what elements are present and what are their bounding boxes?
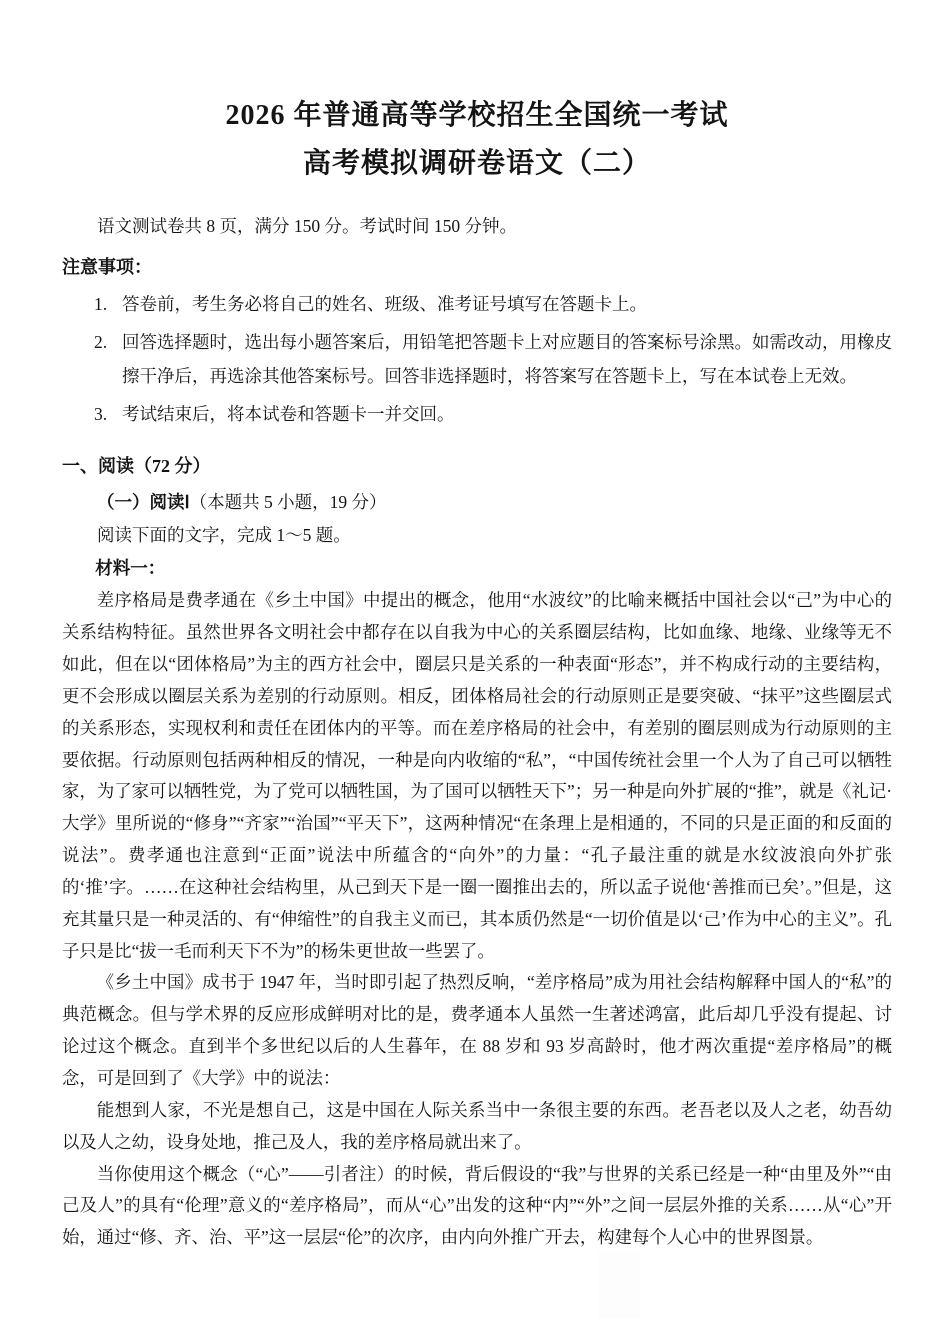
material-paragraph-4-quote: 当你使用这个概念（“心”——引者注）的时候，背后假设的“我”与世界的关系已经是一种“由里及外”“由己及人”的具有“伦理”意义的“差序格局”，而从“心”出发的这种“内”“外”之间一层层外推的关系……从“心”开始，通过“修、齐、治、平”这一层层“伦”的次序，由内向外推广开去，构建每个人心中的世界图景。 [62,1163,892,1248]
notice-list [62,287,892,432]
material-one-body [62,585,892,1254]
notice-item-3-text: 考试结束后，将本试卷和答题卡一并交回。 [122,404,455,425]
material-paragraph-2: 《乡土中国》成书于 1947 年，当时即引起了热烈反响，“差序格局”成为用社会结构解释中国人的“私”的典范概念。但与学术界的反应形成鲜明对比的是，费孝通本人虽然一生著述鸿富，此后却几乎没有提起、讨论过这个概念。直到半个多世纪以后的人生暮年，在 88 岁和 93 岁高龄时，他才两次重提“差序格局”的概念，可是回到了《大学》中的说法： [62,972,892,1088]
material-paragraph-1: 差序格局是费孝通在《乡土中国》中提出的概念，他用“水波纹”的比喻来概括中国社会以“己”为中心的关系结构特征。虽然世界各文明社会中都存在以自我为中心的关系圈层结构，比如血缘、地缘、业缘等无不如此，但在以“团体格局”为主的西方社会中，圈层只是关系的一种表面“形态”，并不构成行动的主要结构，更不会形成以圈层关系为差别的行动原则。相反，团体格局社会的行动原则正是要突破、“抹平”这些圈层式的关系形态，实现权利和责任在团体内的平等。而在差序格局的社会中，有差别的圈层则成为行动原则的主要依据。行动原则包括两种相反的情况，一种是向内收缩的“私”，“中国传统社会里一个人为了自己可以牺牲家，为了家可以牺牲党，为了党可以牺牲国，为了国可以牺牲天下”；另一种是向外扩展的“推”，就是《礼记·大学》里所说的“修身”“齐家”“治国”“平天下”，这两种情况“在条理上是相通的，不同的只是正面的和反面的说法”。费孝通也注意到“正面”说法中所蕴含的“向外”的力量：“孔子最注重的就是水纹波浪向外扩张的‘推’字。……在这种社会结构里，从己到天下是一圈一圈推出去的，所以孟子说他‘善推而已矣’。”但是，这充其量只是一种灵活的、有“伸缩性”的自我主义而已，其本质仍然是“一切价值是以‘己’作为中心的主义”。孔子只是比“拔一毛而利天下不为”的杨朱更世故一些罢了。 [62,590,892,961]
exam-title-block [62,92,892,188]
notice-item-1 [94,287,892,321]
notice-item-1-number: 1. [94,293,108,314]
material-one-label: 材料一： [95,558,166,579]
notice-item-2 [94,325,892,393]
notice-item-2-text: 回答选择题时，选出每小题答案后，用铅笔把答题卡上对应题目的答案标号涂黑。如需改动，用橡皮擦干净后，再选涂其他答案标号。回答非选择题时，将答案写在答题卡上，写在本试卷上无效。 [122,332,892,387]
notice-item-1-text: 答卷前，考生务必将自己的姓名、班级、准考证号填写在答题卡上。 [122,293,647,314]
subsection-points: （本题共 5 小题，19 分） [189,491,387,512]
notice-item-3 [94,397,892,431]
subsection-heading-reading-1 [62,486,892,519]
exam-title-line1: 2026 年普通高等学校招生全国统一考试 [225,100,729,131]
material-paragraph-3-quote: 能想到人家，不光是想自己，这是中国在人际关系当中一条很主要的东西。老吾老以及人之老，幼吾幼以及人之幼，设身处地，推己及人，我的差序格局就出来了。 [62,1099,892,1152]
scan-artifact [598,1252,640,1318]
reading-instruction: 阅读下面的文字，完成 1～5 题。 [97,524,351,545]
notice-item-3-number: 3. [94,404,108,425]
notice-item-2-number: 2. [94,332,108,353]
subsection-label: （一）阅读Ⅰ [97,491,190,512]
section-heading-reading: 一、阅读（72 分） [62,456,211,477]
exam-info-line: 语文测试卷共 8 页，满分 150 分。考试时间 150 分钟。 [97,216,517,237]
exam-title-line2: 高考模拟调研卷语文（二） [302,148,651,180]
notice-heading: 注意事项： [62,257,152,278]
